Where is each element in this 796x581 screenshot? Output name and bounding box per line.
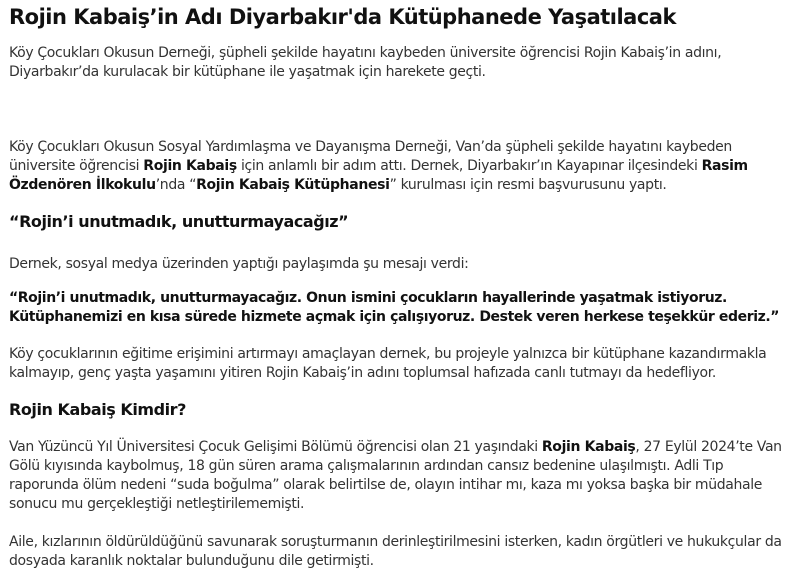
paragraph-intro — [9, 138, 789, 195]
bold-name: Rojin Kabaiş — [143, 158, 237, 174]
paragraph-statement: Dernek, sosyal medya üzerinden yaptığı paylaşımda şu mesajı verdi: — [9, 256, 469, 272]
bold-library: Rojin Kabaiş Kütüphanesi — [196, 177, 390, 193]
blockquote: “Rojin’i unutmadık, unutturmayacağız. Onun ismini çocukların hayallerinde yaşatmak istiyoruz. Kütüphanemizi en kısa sürede hizmete açmak için çalışıyoruz. Destek veren herkese teşekkür ederiz.” — [9, 290, 780, 325]
heading-who: Rojin Kabaiş Kimdir? — [9, 400, 186, 419]
heading-quote: “Rojin’i unutmadık, unutturmayacağız” — [9, 212, 349, 231]
paragraph-text: ” kurulması için resmi başvurusunu yaptı. — [389, 177, 667, 193]
bold-school: Rasim Özdenören İlkokulu — [9, 158, 748, 193]
paragraph-bio — [9, 438, 789, 514]
paragraph-text: için anlamlı bir adım attı. Dernek, Diyarbakır’ın Kayapınar ilçesindeki — [236, 158, 702, 174]
article-title: Rojin Kabaiş’in Adı Diyarbakır'da Kütüphanede Yaşatılacak — [9, 5, 676, 29]
paragraph-text: Van Yüzüncü Yıl Üniversitesi Çocuk Gelişimi Bölümü öğrencisi olan 21 yaşındaki — [9, 439, 542, 455]
paragraph-goal: Köy çocuklarının eğitime erişimini artırmayı amaçlayan dernek, bu projeyle yalnızca bir kütüphane kazandırmakla kalmayıp, genç yaşta yaşamını yitiren Rojin Kabaiş’in adını toplumsal hafızada canlı tutmayı da hedefliyor. — [9, 346, 767, 381]
bold-name: Rojin Kabaiş — [541, 439, 636, 455]
paragraph-text: Köy Çocukları Okusun Sosyal Yardımlaşma ve Dayanışma Derneği, Van’da şüpheli şekilde hayatını kaybeden üniversite öğrencisi — [9, 139, 732, 174]
paragraph-family: Aile, kızlarının öldürüldüğünü savunarak soruşturmanın derinleştirilmesini isterken, kadın örgütleri ve hukukçular da dosyada karanlık noktalar bulunduğunu dile getirmişti. — [9, 534, 782, 569]
paragraph-text: ’nda “ — [155, 177, 197, 193]
article-lead: Köy Çocukları Okusun Derneği, şüpheli şekilde hayatını kaybeden üniversite öğrencisi Rojin Kabaiş’in adını, Diyarbakır’da kurulacak bir kütüphane ile yaşatmak için harekete geçti. — [9, 45, 722, 80]
paragraph-text: , 27 Eylül 2024’te Van Gölü kıyısında kaybolmuş, 18 gün süren arama çalışmalarının ardından cansız bedenine ulaşılmıştı. Adli Tıp raporunda ölüm nedeni “suda boğulma” olarak belirtilse de, olayın intihar mı, kaza mı yoksa başka bir müdahale sonucu mu gerçekleştiği netleştirilememişti. — [9, 439, 782, 512]
